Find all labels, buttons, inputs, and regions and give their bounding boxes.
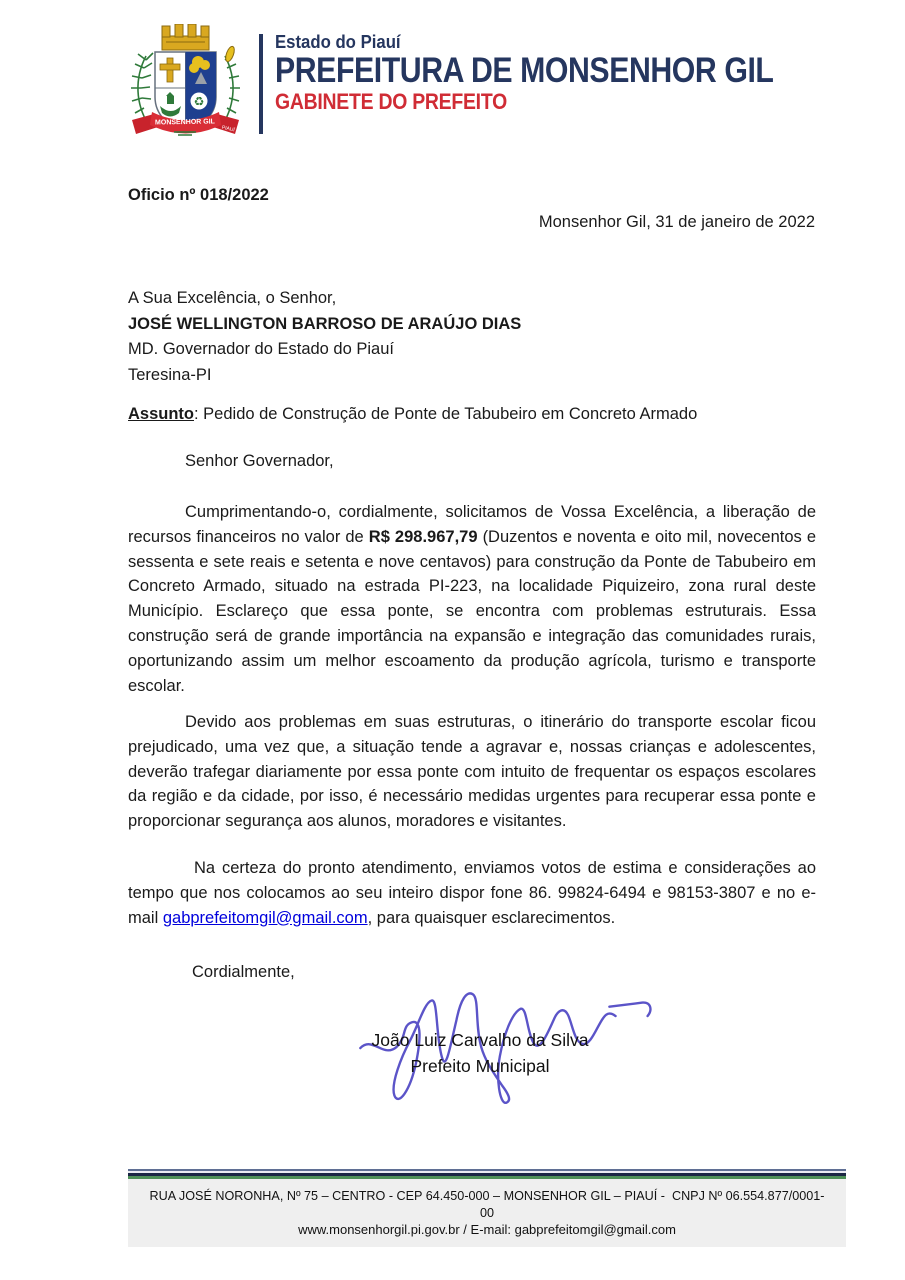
paragraph-3 — [128, 856, 816, 930]
document-reference: Oficio nº 018/2022 — [128, 186, 269, 204]
footer — [128, 1169, 846, 1247]
closing: Cordialmente, — [192, 963, 295, 981]
header-org-title: PREFEITURA DE MONSENHOR GIL — [275, 51, 774, 90]
greeting: Senhor Governador, — [185, 452, 334, 470]
svg-text:♻: ♻ — [193, 94, 205, 109]
signer-role: Prefeito Municipal — [410, 1056, 550, 1076]
crown-icon — [162, 24, 209, 50]
subject-line — [128, 405, 697, 424]
signer-name: João Luiz Carvalho da Silva — [371, 1030, 589, 1050]
subject-text: : Pedido de Construção de Ponte de Tabubeiro em Concreto Armado — [194, 405, 698, 423]
right-branch — [223, 45, 240, 124]
recipient-name: JOSÉ WELLINGTON BARROSO DE ARAÚJO DIAS — [128, 314, 522, 333]
recipient-salutation: A Sua Excelência, o Senhor, — [128, 289, 337, 307]
paragraph-1 — [128, 500, 816, 698]
amount-value: R$ 298.967,79 — [368, 527, 478, 546]
header-divider — [259, 34, 263, 134]
coat-of-arms — [118, 24, 253, 146]
footer-contact-line: www.monsenhorgil.pi.gov.br / E-mail: gabprefeitomgil@gmail.com — [298, 1222, 676, 1237]
header-state-name: Estado do Piauí — [275, 32, 401, 52]
paragraph-1-rest: (Duzentos e noventa e oito mil, novecentos e sessenta e sete reais e setenta e nove centavos) para construção da Ponte de Tabubeiro em Concreto Armado, situado na estrada PI-223, na localidade Piquizeiro, zona rural deste Município. Esclareço que essa ponte, se encontra com problemas estruturais. Essa construção será de grande importância na expansão e integração das comunidades rurais, oportunizando assim um melhor escoamento da produção agrícola, turismo e transporte escolar. — [128, 527, 817, 695]
signature-block — [255, 982, 705, 1112]
paragraph-3-text: Na certeza do pronto atendimento, enviamos votos de estima e considerações ao tempo que nos colocamos ao seu inteiro dispor fone 86. 99824-6494 e 98153-3807 e no e-mail — [128, 859, 816, 927]
dateline: Monsenhor Gil, 31 de janeiro de 2022 — [538, 213, 815, 231]
recycle-icon — [191, 93, 208, 110]
recipient-title: MD. Governador do Estado do Piauí — [128, 340, 394, 358]
ribbon-text-center: MONSENHOR GIL — [154, 118, 215, 127]
ribbon-text-right: PIAUÍ — [221, 124, 236, 134]
letterhead — [118, 24, 851, 146]
recipient-block — [128, 286, 521, 388]
paragraph-3-rest: , para quaisquer esclarecimentos. — [367, 908, 616, 927]
email-link[interactable]: gabprefeitomgil@gmail.com — [162, 908, 368, 927]
left-branch — [131, 53, 153, 124]
subject-label: Assunto — [128, 405, 194, 423]
header-office-subtitle: GABINETE DO PREFEITO — [275, 89, 507, 114]
paragraph-2: Devido aos problemas em suas estruturas, o itinerário do transporte escolar ficou prejudicado, uma vez que, a situação tende a agravar e, nossas crianças e adolescentes, deverão trafegar diariamente por essa ponte com intuito de frequentar os espaços escolares da região e da cidade, por isso, é necessário medidas urgentes para recuperar essa ponte e proporcionar segurança aos alunos, moradores e visitantes. — [128, 713, 816, 831]
footer-stripe-bar — [128, 1169, 846, 1179]
paragraph-1-text: Cumprimentando-o, cordialmente, solicitamos de Vossa Excelência, a liberação de recursos financeiros no valor de — [128, 503, 816, 546]
footer-address-box — [128, 1179, 846, 1247]
recipient-city: Teresina-PI — [128, 365, 212, 384]
footer-address-line: RUA JOSÉ NORONHA, Nº 75 – CENTRO - CEP 64.450-000 – MONSENHOR GIL – PIAUÍ - CNPJ Nº 06.554.877/0001-00 — [149, 1188, 825, 1220]
